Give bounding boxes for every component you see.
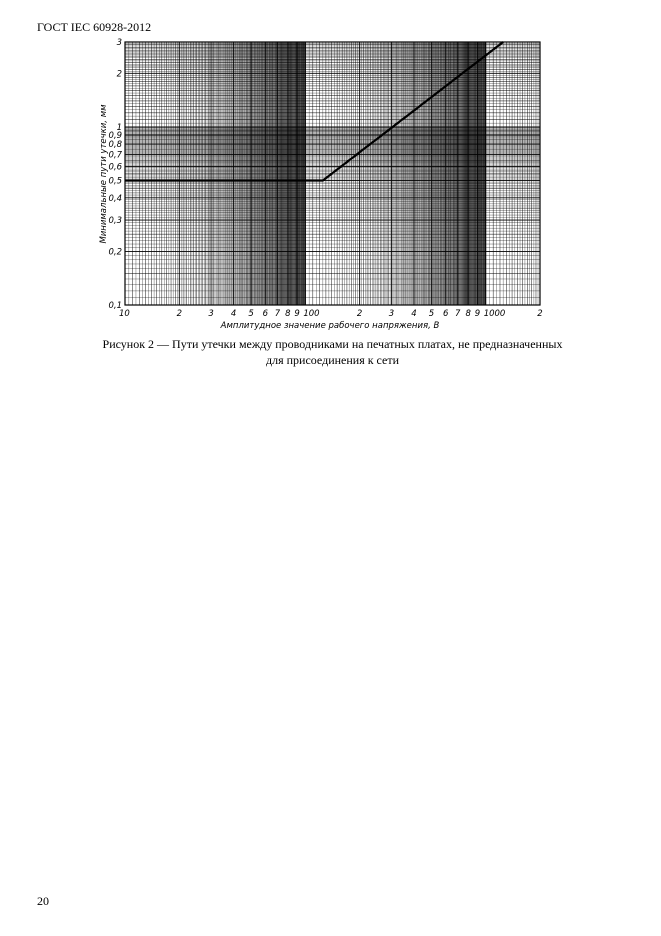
page-number: 20 <box>37 894 49 908</box>
x-tick-label: 8 <box>285 309 291 319</box>
caption-line-2: для присоединения к сети <box>265 353 400 367</box>
y-tick-label: 0,7 <box>108 150 122 161</box>
y-tick-label: 0,6 <box>108 162 122 173</box>
x-tick-label: 3 <box>388 309 395 319</box>
x-tick-label: 4 <box>411 309 417 319</box>
x-tick-label: 9 <box>474 309 481 319</box>
y-tick-labels <box>108 38 122 311</box>
y-axis-label: Минимальные пути утечки, мм <box>99 104 109 244</box>
x-tick-label: 2 <box>537 309 543 319</box>
x-tick-label: 7 <box>455 309 461 319</box>
y-tick-label: 3 <box>116 38 122 48</box>
creepage-chart <box>0 0 661 340</box>
y-tick-label: 2 <box>116 69 122 80</box>
y-tick-label: 0,4 <box>108 193 122 204</box>
x-tick-label: 5 <box>248 309 254 319</box>
y-tick-label: 0,3 <box>108 216 122 227</box>
x-axis-label: Амплитудное значение рабочего напряжения, В <box>220 321 440 331</box>
y-tick-label: 0,2 <box>108 247 122 258</box>
x-tick-label: 2 <box>176 309 183 319</box>
x-tick-label: 6 <box>442 309 449 319</box>
x-tick-labels <box>119 309 543 319</box>
x-tick-label: 4 <box>230 309 237 319</box>
figure-caption <box>40 336 625 368</box>
y-tick-label: 0,5 <box>108 176 122 187</box>
x-tick-label: 3 <box>208 309 214 319</box>
x-tick-label: 8 <box>465 309 471 319</box>
x-tick-label: 5 <box>428 309 435 319</box>
x-tick-label: 1000 <box>483 309 506 319</box>
x-tick-label: 9 <box>294 309 300 319</box>
y-tick-label: 0,8 <box>108 140 122 151</box>
y-tick-label: 0,1 <box>108 301 122 311</box>
x-tick-label: 100 <box>303 309 320 319</box>
x-tick-label: 6 <box>262 309 269 319</box>
document-header: ГОСТ IEC 60928-2012 <box>37 20 152 34</box>
y-tick-label: 1 <box>116 122 122 133</box>
x-tick-label: 7 <box>274 309 281 319</box>
x-tick-label: 10 <box>119 309 130 319</box>
y-tick-label: 0,9 <box>108 131 122 142</box>
caption-line-1: Рисунок 2 — Пути утечки между проводниками на печатных платах, не предназначенных <box>102 337 563 351</box>
x-tick-label: 2 <box>356 309 363 319</box>
